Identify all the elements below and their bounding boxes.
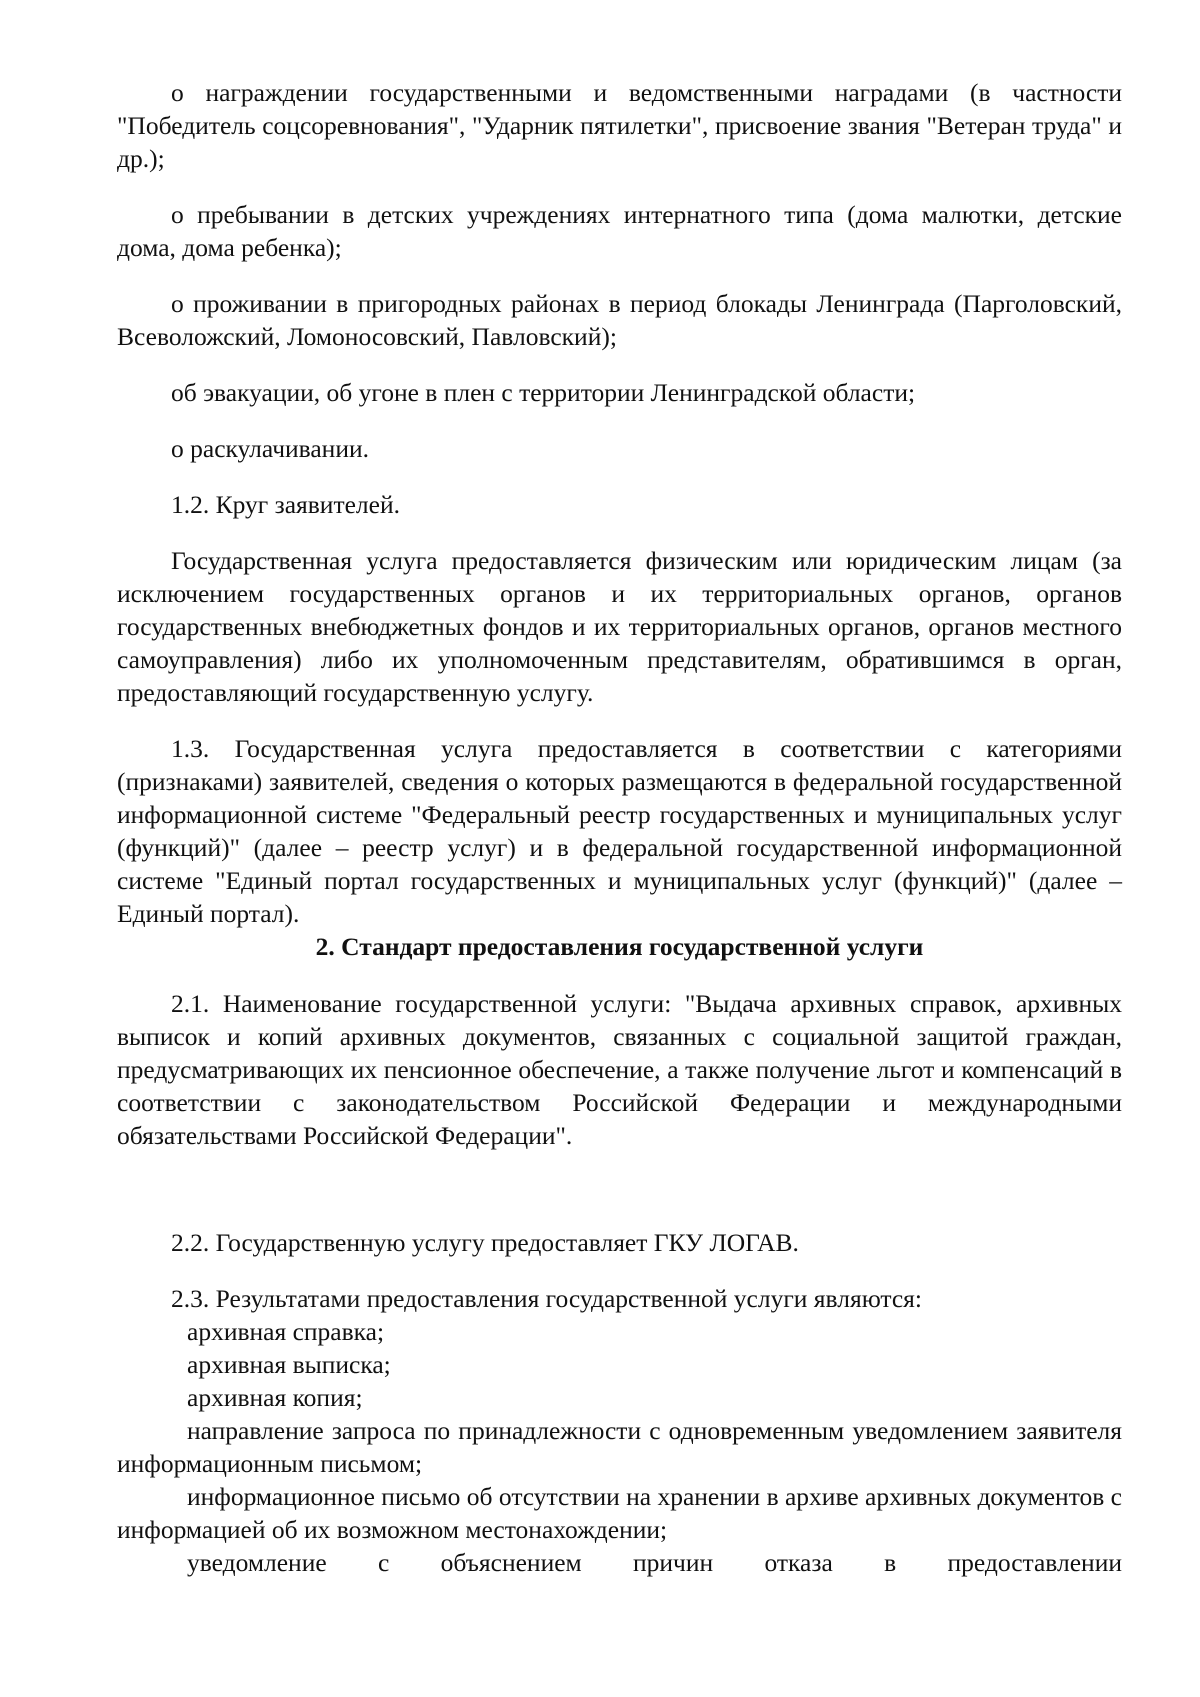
paragraph-awards: о награждении государственными и ведомственными наградами (в частности "Победитель соцсоревнования", "Ударник пятилетки", присвоение звания "Ветеран труда" и др.); [117,78,1122,173]
result-item: архивная выписка; [187,1350,391,1379]
document-page [117,76,1122,1579]
result-item: архивная справка; [187,1317,385,1346]
paragraph-1-2-body: Государственная услуга предоставляется физическим или юридическим лицам (за исключением государственных органов и их территориальных органов, органов государственных внебюджетных фондов и их территориальных органов, органов местного самоуправления) либо их уполномоченным представителям, обратившимся в орган, предоставляющий государственную услугу. [117,546,1122,707]
paragraph-blockade: о проживании в пригородных районах в период блокады Ленинграда (Парголовский, Всеволожский, Ломоносовский, Павловский); [117,289,1122,351]
paragraph-dekulakization: о раскулачивании. [171,434,369,463]
result-item: информационное письмо об отсутствии на хранении в архиве архивных документов с информацией об их возможном местонахождении; [117,1482,1122,1544]
result-item: архивная копия; [187,1383,363,1412]
paragraph-2-1: 2.1. Наименование государственной услуги: "Выдача архивных справок, архивных выписок и копий архивных документов, связанных с социальной защитой граждан, предусматривающих их пенсионное обеспечение, а также получение льгот и компенсаций в соответствии с законодательством Российской Федерации и международными обязательствами Российской Федерации". [117,989,1122,1150]
section-2-heading: 2. Стандарт предоставления государственной услуги [315,932,924,961]
paragraph-evacuation: об эвакуации, об угоне в плен с территории Ленинградской области; [171,378,916,407]
paragraph-orphanage: о пребывании в детских учреждениях интернатного типа (дома малютки, детские дома, дома ребенка); [117,200,1122,262]
paragraph-1-2-title: 1.2. Круг заявителей. [171,490,400,519]
paragraph-2-3: 2.3. Результатами предоставления государственной услуги являются: [171,1284,922,1313]
result-item: уведомление с объяснением причин отказа в предоставлении [187,1548,1122,1577]
paragraph-1-3: 1.3. Государственная услуга предоставляется в соответствии с категориями (признаками) заявителей, сведения о которых размещаются в федеральной государственной информационной системе "Федеральный реестр государственных и муниципальных услуг (функций)" (далее – реестр услуг) и в федеральной государственной информационной системе "Единый портал государственных и муниципальных услуг (функций)" (далее – Единый портал). [117,734,1122,928]
result-item: направление запроса по принадлежности с одновременным уведомлением заявителя информационным письмом; [117,1416,1122,1478]
paragraph-2-2: 2.2. Государственную услугу предоставляет ГКУ ЛОГАВ. [171,1228,799,1257]
